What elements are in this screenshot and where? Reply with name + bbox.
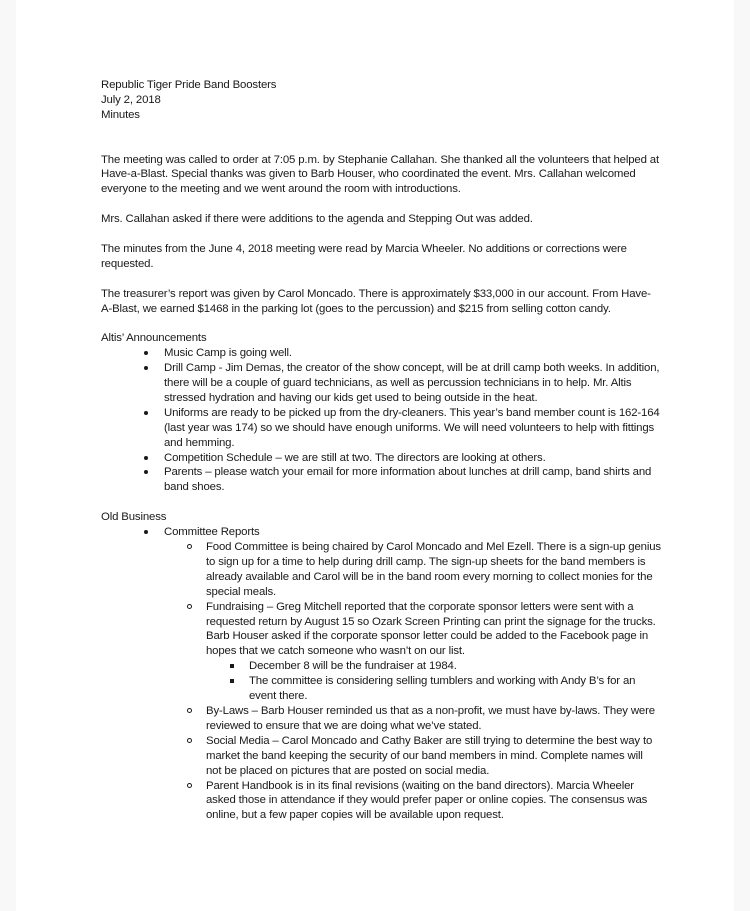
bullet-icon: [144, 346, 148, 361]
list-item: Parent Handbook is in its final revisions (waiting on the band directors). Marcia Wheeler asked those in attendance if they would prefer paper or online copies. The consensus was online, but a few paper copies will be available upon request.: [101, 779, 661, 824]
paragraph-treasurer: The treasurer’s report was given by Carol Moncado. There is approximately $33,000 in our account. From Have-A-Blast, we earned $1468 in the parking lot (goes to the percussion) and $215 from selling cotton candy.: [101, 287, 651, 315]
circle-bullet-icon: [187, 540, 192, 555]
document-page: [16, 0, 734, 911]
list-item: Committee Reports: [101, 525, 661, 540]
square-bullet-icon: [230, 674, 234, 689]
org-name: Republic Tiger Pride Band Boosters: [101, 79, 277, 91]
list-item: Social Media – Carol Moncado and Cathy Baker are still trying to determine the best way to market the band keeping the security of our band members in mind. Complete names will not be placed on pictures that are posted on social media.: [101, 734, 661, 779]
list-item: Fundraising – Greg Mitchell reported that the corporate sponsor letters were sent with a requested return by August 15 so Ozark Screen Printing can print the signage for the trucks. Barb Houser asked if the corporate sponsor letter could be added to the Facebook page in hopes that we catch someone who wasn’t on our list.: [101, 600, 661, 660]
list-item: Drill Camp - Jim Demas, the creator of the show concept, will be at drill camp both weeks. In addition, there will be a couple of guard technicians, as well as percussion technicians in to help. Mr. Altis stressed hydration and having our kids get used to being outside in the heat.: [101, 361, 661, 406]
square-bullet-icon: [230, 659, 234, 674]
document-body: [101, 78, 661, 823]
bullet-icon: [144, 451, 148, 466]
list-item: The committee is considering selling tumblers and working with Andy B’s for an event there.: [101, 674, 661, 704]
list-item: Uniforms are ready to be picked up from the dry-cleaners. This year’s band member count is 162-164 (last year was 174) so we should have enough uniforms. We will need volunteers to help with fittings and hemming.: [101, 406, 661, 451]
meeting-date: July 2, 2018: [101, 93, 161, 106]
paragraph-minutes: The minutes from the June 4, 2018 meeting were read by Marcia Wheeler. No additions or corrections were requested.: [101, 242, 627, 270]
list-item: Food Committee is being chaired by Carol Moncado and Mel Ezell. There is a sign-up genius to sign up for a time to help during drill camp. The sign-up sheets for the band members is already available and Carol will be in the band room every morning to collect monies for the special meals.: [101, 540, 661, 600]
circle-bullet-icon: [187, 600, 192, 615]
circle-bullet-icon: [187, 779, 192, 794]
list-item: Parents – please watch your email for more information about lunches at drill camp, band shirts and band shoes.: [101, 465, 661, 495]
list-item: Competition Schedule – we are still at two. The directors are looking at others.: [101, 451, 661, 466]
list-item: December 8 will be the fundraiser at 1984.: [101, 659, 661, 674]
bullet-icon: [144, 361, 148, 376]
paragraph-call-to-order: The meeting was called to order at 7:05 p.m. by Stephanie Callahan. She thanked all the volunteers that helped at Have-a-Blast. Special thanks was given to Barb Houser, who coordinated the event. Mrs. Callahan welcomed everyone to the meeting and we went around the room with introductions.: [101, 153, 660, 196]
section-heading-old-business: Old Business: [101, 511, 167, 524]
list-item: Music Camp is going well.: [101, 346, 661, 361]
list-item: By-Laws – Barb Houser reminded us that as a non-profit, we must have by-laws. They were reviewed to ensure that we are doing what we’ve stated.: [101, 704, 661, 734]
old-business-list: [101, 525, 661, 823]
document-type: Minutes: [101, 108, 140, 121]
bullet-icon: [144, 525, 148, 540]
paragraph-agenda: Mrs. Callahan asked if there were additions to the agenda and Stepping Out was added.: [101, 213, 533, 226]
section-heading-announcements: Altis’ Announcements: [101, 332, 207, 345]
bullet-icon: [144, 406, 148, 421]
bullet-icon: [144, 465, 148, 480]
announcements-list: [101, 346, 661, 495]
circle-bullet-icon: [187, 734, 192, 749]
circle-bullet-icon: [187, 704, 192, 719]
